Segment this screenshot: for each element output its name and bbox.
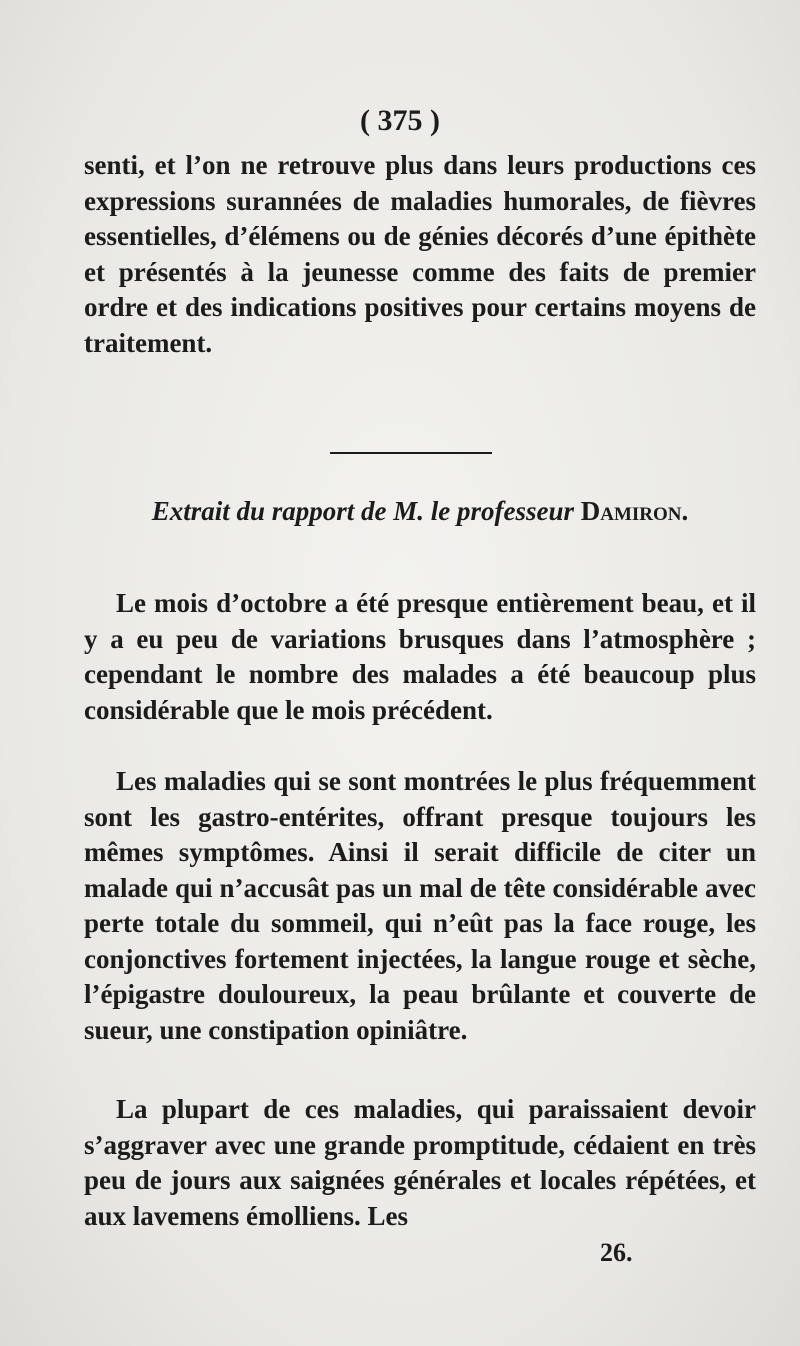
paragraph-3: La plupart de ces maladies, qui paraissaient devoir s’aggraver avec une grande promptitude, cédaient en très peu de jours aux saignées générales et locales répétées, et aux lavemens émolliens. Les <box>84 1094 756 1231</box>
section-heading <box>84 496 756 527</box>
page-number: ( 375 ) <box>360 104 440 137</box>
section-divider <box>330 452 492 454</box>
heading-title: Extrait du rapport de M. le professeur <box>151 496 574 526</box>
paragraph-1: Le mois d’octobre a été presque entièrement beau, et il y a eu peu de variations brusques dans l’atmosphère ; cependant le nombre des malades a été beaucoup plus considérable que le mois précédent. <box>84 588 756 725</box>
signature-mark: 26. <box>600 1238 633 1267</box>
continued-paragraph: senti, et l’on ne retrouve plus dans leurs productions ces expressions surannées de maladies humorales, de fièvres essentielles, d’élémens ou de génies décorés d’une épithète et présentés à la jeunesse comme des faits de premier ordre et des indications positives pour certains moyens de traitement. <box>84 150 756 358</box>
heading-author: Damiron. <box>580 496 689 526</box>
paragraph-2: Les maladies qui se sont montrées le plus fréquemment sont les gastro-entérites, offrant presque toujours les mêmes symptômes. Ainsi il serait difficile de citer un malade qui n’accusât pas un mal de tête considérable avec perte totale du sommeil, qui n’eût pas la face rouge, les conjonctives fortement injectées, la langue rouge et sèche, l’épigastre douloureux, la peau brûlante et couverte de sueur, une constipation opiniâtre. <box>84 766 756 1045</box>
